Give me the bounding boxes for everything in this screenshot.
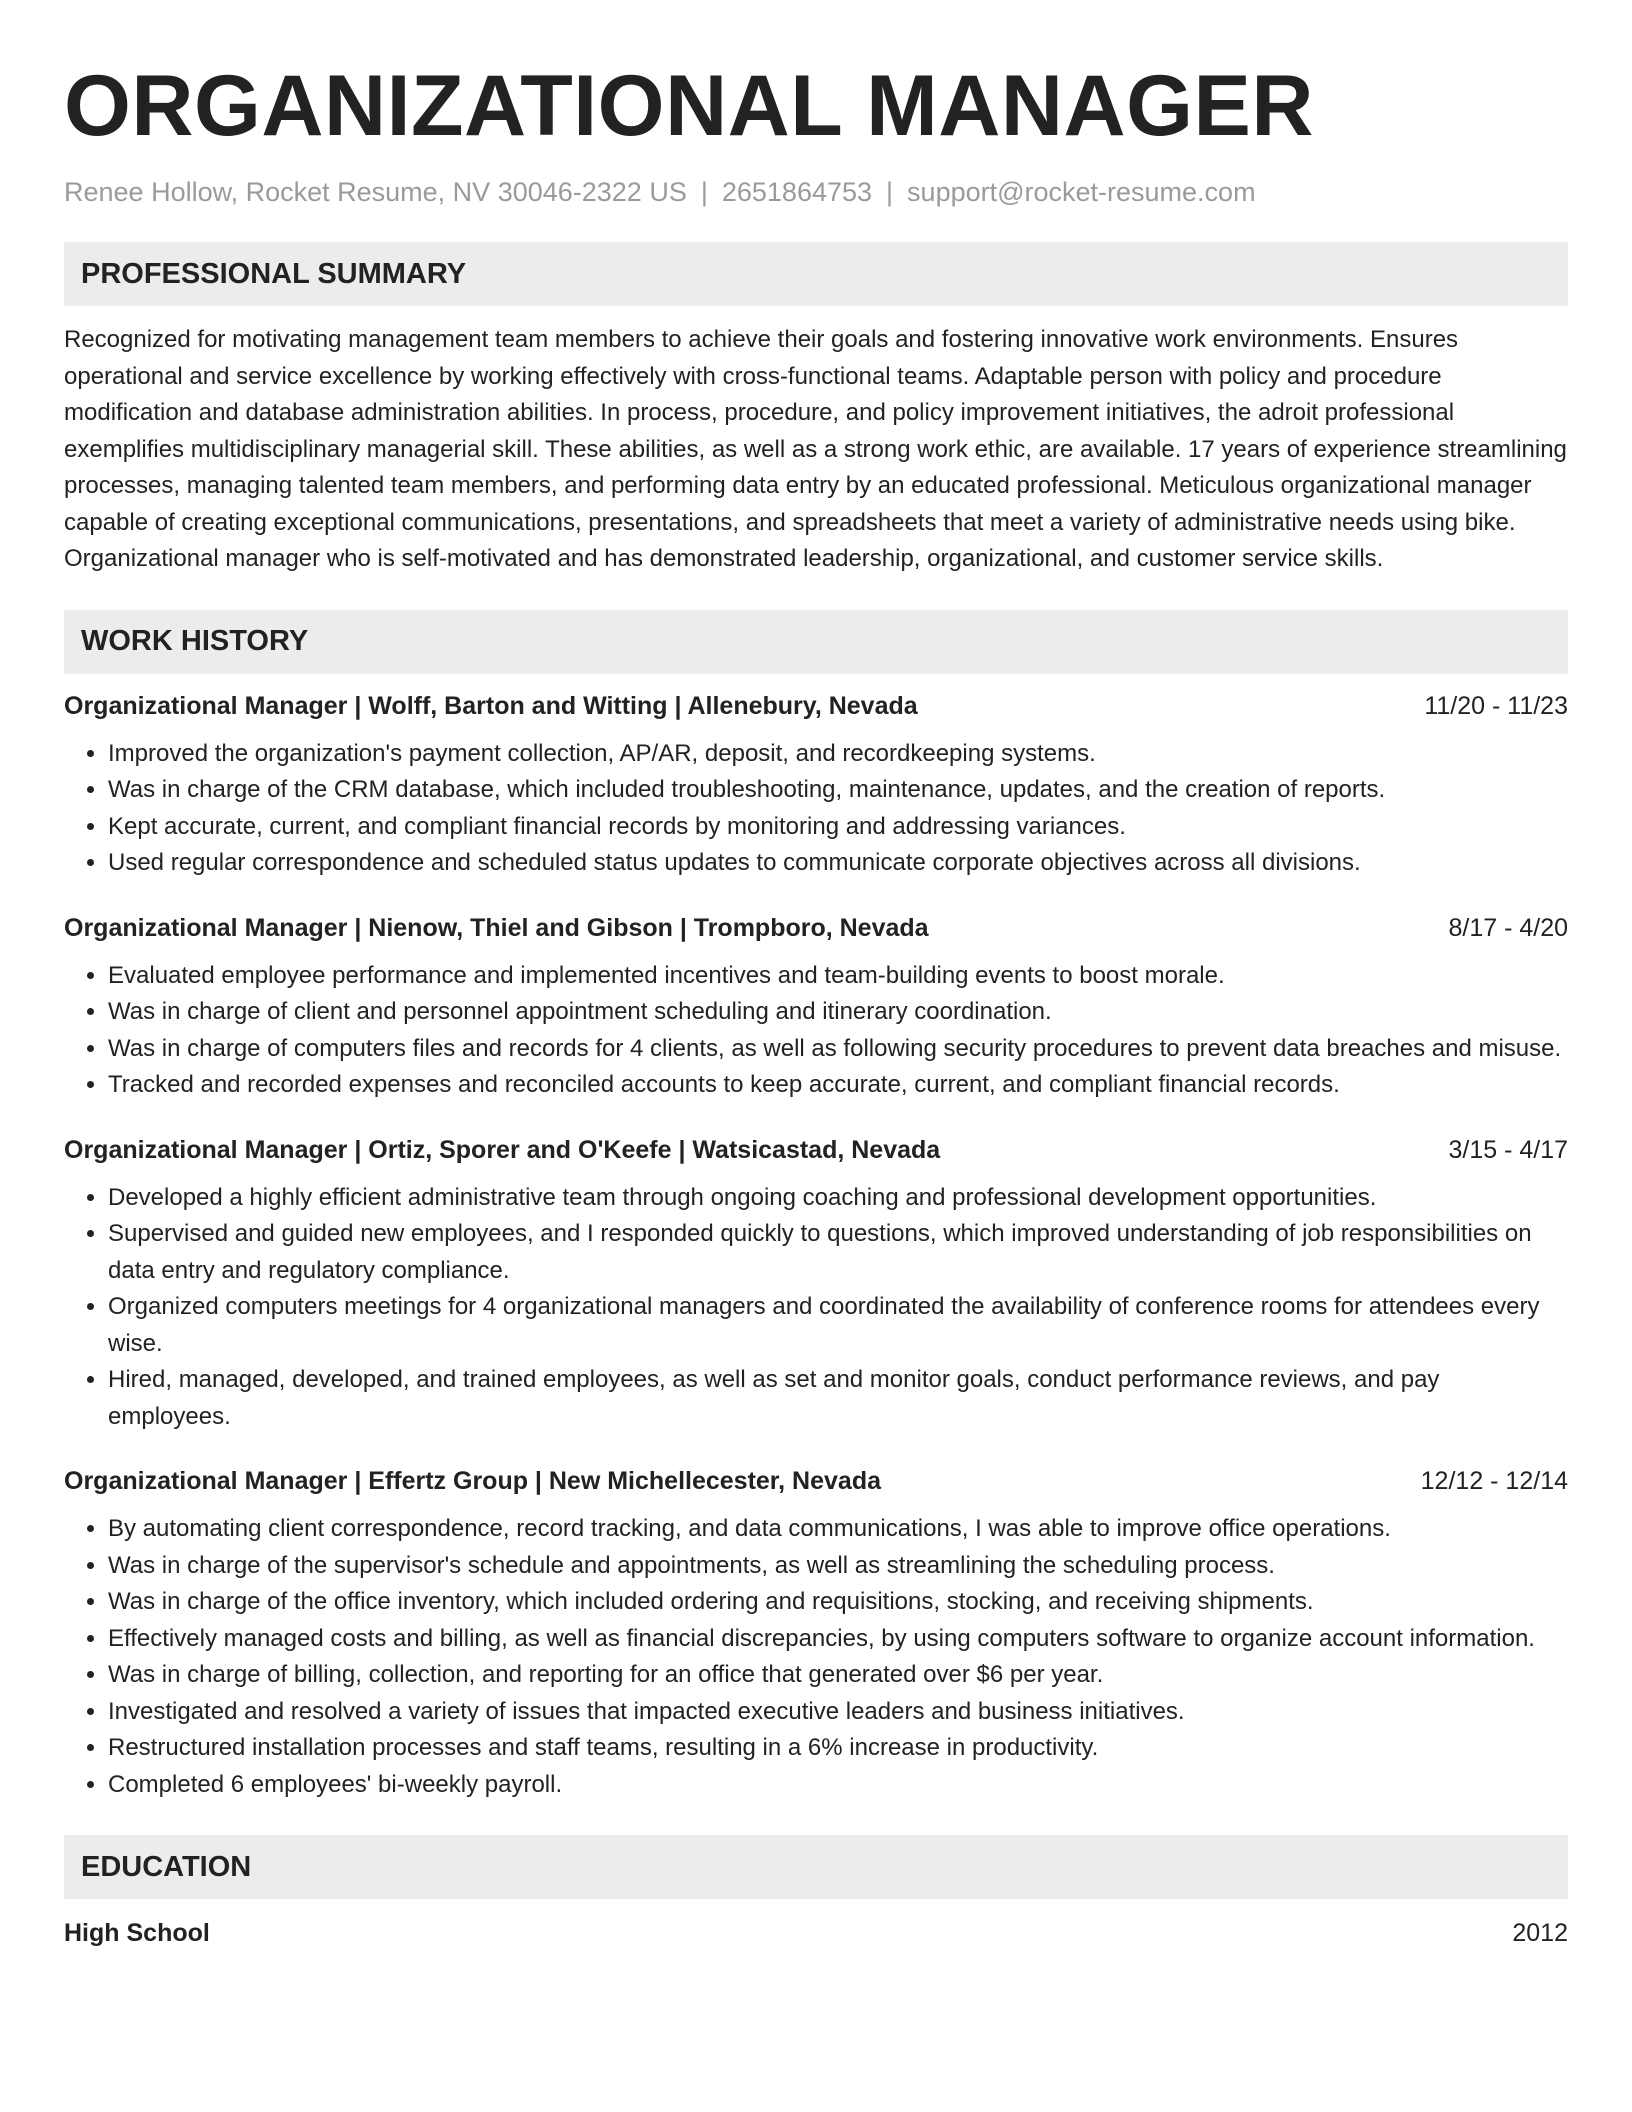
job-title: Organizational Manager | Ortiz, Sporer and O'Keefe | Watsicastad, Nevada bbox=[64, 1135, 941, 1164]
resume-title: ORGANIZATIONAL MANAGER bbox=[64, 58, 1314, 154]
job-entry bbox=[64, 910, 1568, 1104]
job-bullet: • Improved the organization's payment collection, AP/AR, deposit, and recordkeeping systems. bbox=[108, 736, 1568, 773]
education-entry bbox=[64, 1915, 1568, 1951]
contact-line bbox=[64, 174, 1568, 210]
job-bullet: • Hired, managed, developed, and trained employees, as well as set and monitor goals, conduct performance reviews, and pay employees. bbox=[108, 1362, 1568, 1435]
job-header bbox=[64, 1132, 1568, 1168]
job-entry bbox=[64, 1463, 1568, 1803]
job-bullet: • Kept accurate, current, and compliant financial records by monitoring and addressing variances. bbox=[108, 809, 1568, 846]
education-year: 2012 bbox=[1512, 1919, 1568, 1947]
job-dates: 12/12 - 12/14 bbox=[1420, 1467, 1568, 1495]
education-heading: EDUCATION bbox=[64, 1835, 1568, 1899]
job-dates: 8/17 - 4/20 bbox=[1448, 913, 1568, 942]
job-bullets bbox=[64, 736, 1568, 882]
job-bullet: • Completed 6 employees' bi-weekly payroll. bbox=[108, 1767, 1568, 1804]
work-history-heading: WORK HISTORY bbox=[64, 610, 1568, 674]
job-bullet: • Was in charge of client and personnel appointment scheduling and itinerary coordination. bbox=[108, 994, 1568, 1031]
job-bullet: • Restructured installation processes and staff teams, resulting in a 6% increase in productivity. bbox=[108, 1730, 1568, 1767]
contact-address: Renee Hollow, Rocket Resume, NV 30046-2322 US bbox=[64, 177, 687, 207]
job-entry bbox=[64, 688, 1568, 882]
job-title: Organizational Manager | Nienow, Thiel and Gibson | Trompboro, Nevada bbox=[64, 913, 929, 942]
job-bullet: • Was in charge of billing, collection, and reporting for an office that generated over $6 per year. bbox=[108, 1657, 1568, 1694]
job-bullet: • Was in charge of the supervisor's schedule and appointments, as well as streamlining the scheduling process. bbox=[108, 1548, 1568, 1585]
summary-text: Recognized for motivating management team members to achieve their goals and fostering innovative work environments. Ensures operational and service excellence by working effectively with cross-functional teams. Adaptable person with policy and procedure modification and database administration abilities. In process, procedure, and policy improvement initiatives, the adroit professional exemplifies multidisciplinary managerial skill. These abilities, as well as a strong work ethic, are available. 17 years of experience streamlining processes, managing talented team members, and performing data entry by an educated professional. Meticulous organizational manager capable of creating exceptional communications, presentations, and spreadsheets that meet a variety of administrative needs using bike. Organizational manager who is self-motivated and has demonstrated leadership, organizational, and customer service skills. bbox=[64, 326, 1567, 572]
job-bullets bbox=[64, 1511, 1568, 1803]
work-history-list bbox=[64, 688, 1568, 1804]
job-bullets bbox=[64, 1180, 1568, 1436]
job-dates: 11/20 - 11/23 bbox=[1424, 691, 1568, 720]
job-bullet: • By automating client correspondence, record tracking, and data communications, I was able to improve office operations. bbox=[108, 1511, 1568, 1548]
job-header bbox=[64, 1463, 1568, 1499]
job-bullet: • Tracked and recorded expenses and reconciled accounts to keep accurate, current, and compliant financial records. bbox=[108, 1067, 1568, 1104]
contact-separator: | bbox=[886, 177, 894, 207]
job-bullets bbox=[64, 958, 1568, 1104]
job-bullet: • Was in charge of the office inventory, which included ordering and requisitions, stocking, and receiving shipments. bbox=[108, 1584, 1568, 1621]
job-bullet: • Used regular correspondence and scheduled status updates to communicate corporate objectives across all divisions. bbox=[108, 845, 1568, 882]
contact-phone: 2651864753 bbox=[721, 177, 873, 207]
job-bullet: • Investigated and resolved a variety of issues that impacted executive leaders and business initiatives. bbox=[108, 1694, 1568, 1731]
job-bullet: • Was in charge of computers files and records for 4 clients, as well as following security procedures to prevent data breaches and misuse. bbox=[108, 1031, 1568, 1068]
job-entry bbox=[64, 1132, 1568, 1436]
job-bullet: • Was in charge of the CRM database, which included troubleshooting, maintenance, updates, and the creation of reports. bbox=[108, 772, 1568, 809]
job-title: Organizational Manager | Effertz Group | New Michellecester, Nevada bbox=[64, 1467, 881, 1495]
contact-separator: | bbox=[700, 177, 708, 207]
job-bullet: • Organized computers meetings for 4 organizational managers and coordinated the availability of conference rooms for attendees every wise. bbox=[108, 1289, 1568, 1362]
job-bullet: • Evaluated employee performance and implemented incentives and team-building events to boost morale. bbox=[108, 958, 1568, 995]
job-header bbox=[64, 910, 1568, 946]
job-bullet: • Effectively managed costs and billing, as well as financial discrepancies, by using computers software to organize account information. bbox=[108, 1621, 1568, 1658]
job-bullet: • Developed a highly efficient administrative team through ongoing coaching and professional development opportunities. bbox=[108, 1180, 1568, 1217]
job-title: Organizational Manager | Wolff, Barton and Witting | Allenebury, Nevada bbox=[64, 691, 918, 720]
summary-heading: PROFESSIONAL SUMMARY bbox=[64, 242, 1568, 306]
education-school: High School bbox=[64, 1919, 210, 1947]
job-bullet: • Supervised and guided new employees, and I responded quickly to questions, which improved understanding of job responsibilities on data entry and regulatory compliance. bbox=[108, 1216, 1568, 1289]
job-header bbox=[64, 688, 1568, 724]
job-dates: 3/15 - 4/17 bbox=[1448, 1135, 1568, 1164]
contact-email[interactable]: support@rocket-resume.com bbox=[907, 177, 1256, 207]
